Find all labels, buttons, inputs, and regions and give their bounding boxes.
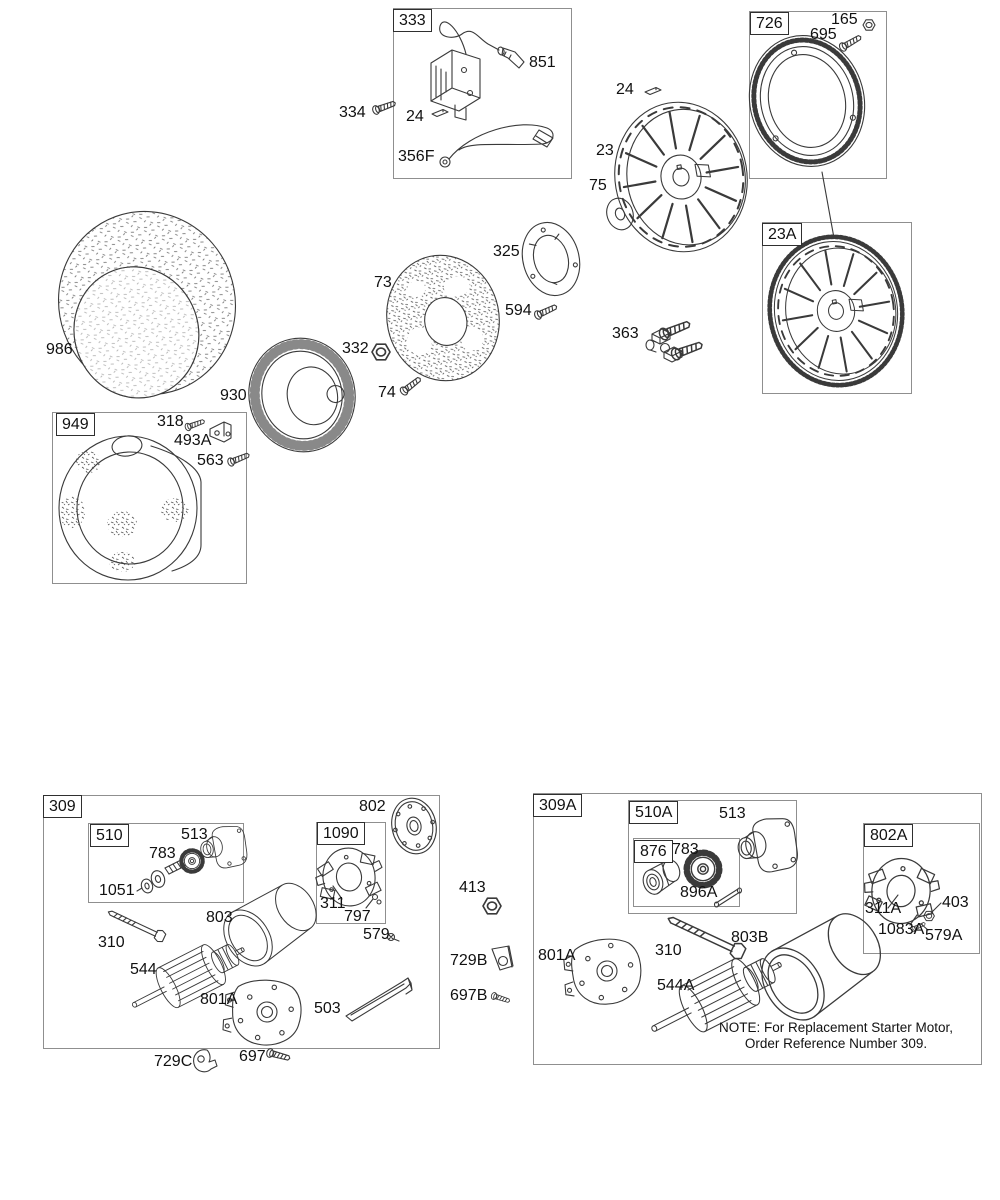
- part-label-1083A: 1083A: [878, 921, 925, 938]
- clip-729C-drawing: [194, 1050, 217, 1072]
- screw-697B-drawing: [490, 992, 510, 1005]
- part-label-697: 697: [239, 1048, 266, 1065]
- part-label-803: 803: [206, 909, 233, 926]
- part-label-493A: 493A: [174, 432, 212, 449]
- part-label-513-right: 513: [719, 805, 746, 822]
- screw-563-drawing: [227, 451, 251, 467]
- nut-413-drawing: [483, 898, 501, 914]
- part-label-356F: 356F: [398, 148, 435, 165]
- part-label-311: 311: [320, 895, 346, 912]
- ignition-coil-drawing: [431, 22, 499, 120]
- replacement-note-line1: NOTE: For Replacement Starter Motor,: [718, 1020, 954, 1035]
- part-label-851: 851: [529, 54, 556, 71]
- screw-318-drawing: [184, 418, 205, 432]
- part-label-363: 363: [612, 325, 639, 342]
- part-label-318: 318: [157, 413, 184, 430]
- part-label-413: 413: [459, 879, 486, 896]
- end-plate-802-drawing: [387, 794, 442, 858]
- part-label-1051: 1051: [99, 882, 135, 899]
- part-label-311A: 311A: [865, 900, 902, 917]
- screw-695-drawing: [838, 33, 863, 52]
- part-label-563: 563: [197, 452, 224, 469]
- group-label-510: 510: [90, 824, 129, 847]
- part-label-803B: 803B: [731, 929, 769, 946]
- group-label-510A: 510A: [629, 801, 678, 824]
- key-24-coil-drawing: [432, 110, 448, 117]
- part-label-594: 594: [505, 302, 532, 319]
- part-label-896A: 896A: [680, 884, 718, 901]
- part-label-74: 74: [378, 384, 396, 401]
- screen-disc-73-drawing: [375, 245, 511, 392]
- group-label-1090: 1090: [317, 822, 365, 845]
- hardware-363-drawing: [646, 318, 704, 362]
- screw-334-drawing: [371, 99, 396, 115]
- blower-housing-949-drawing: [59, 434, 201, 580]
- screw-74-drawing: [399, 375, 423, 397]
- clutch-876-drawing: [639, 858, 684, 897]
- terminal-851-drawing: [497, 46, 524, 68]
- part-label-986: 986: [46, 341, 73, 358]
- part-label-325: 325: [493, 243, 520, 260]
- group-label-949: 949: [56, 413, 95, 436]
- group-label-802A: 802A: [864, 824, 913, 847]
- part-label-73: 73: [374, 274, 392, 291]
- part-label-503: 503: [314, 1000, 341, 1017]
- part-label-544: 544: [130, 961, 157, 978]
- nut-165-drawing: [863, 20, 875, 30]
- flywheel-23A-drawing: [758, 226, 914, 395]
- bracket-503-drawing: [346, 978, 412, 1021]
- washer-75-drawing: [603, 195, 638, 233]
- part-label-783-right: 783: [672, 841, 699, 858]
- end-cap-801A-left-drawing: [222, 978, 302, 1047]
- part-label-695: 695: [810, 26, 837, 43]
- key-24-flywheel-drawing: [645, 88, 661, 95]
- screw-697-drawing: [266, 1048, 291, 1063]
- part-label-23: 23: [596, 142, 614, 159]
- bracket-493A-drawing: [210, 422, 231, 442]
- part-label-403: 403: [942, 894, 969, 911]
- part-label-801A-right: 801A: [538, 947, 576, 964]
- part-label-930: 930: [220, 387, 247, 404]
- part-label-783-left: 783: [149, 845, 176, 862]
- part-label-24-flywheel: 24: [616, 81, 634, 98]
- clip-729B-drawing: [492, 946, 513, 970]
- pinion-housing-513-right-drawing: [735, 815, 800, 876]
- group-label-876: 876: [634, 840, 673, 863]
- group-label-309: 309: [43, 795, 82, 818]
- part-label-801A-left: 801A: [200, 991, 238, 1008]
- part-label-802: 802: [359, 798, 386, 815]
- part-label-729B: 729B: [450, 952, 488, 969]
- part-label-513-left: 513: [181, 826, 208, 843]
- part-label-165: 165: [831, 11, 858, 28]
- group-label-23A: 23A: [762, 223, 802, 246]
- part-label-579: 579: [363, 926, 390, 943]
- part-label-334: 334: [339, 104, 366, 121]
- replacement-note-line2: Order Reference Number 309.: [744, 1035, 928, 1051]
- nut-403-drawing: [924, 911, 935, 920]
- leader-726-to-23A: [822, 172, 834, 238]
- part-label-579A: 579A: [925, 927, 963, 944]
- flywheel-23-drawing: [603, 92, 759, 263]
- nut-332-drawing: [372, 344, 390, 360]
- gear-783-left-drawing: [181, 850, 202, 871]
- retainer-325-drawing: [514, 216, 587, 302]
- part-label-697B: 697B: [450, 987, 488, 1004]
- part-label-544A: 544A: [657, 977, 695, 994]
- group-label-309A: 309A: [533, 794, 582, 817]
- screw-594-drawing: [533, 302, 558, 320]
- group-label-726: 726: [750, 12, 789, 35]
- part-label-332: 332: [342, 340, 369, 357]
- rotating-screen-986-drawing: [33, 186, 261, 419]
- part-label-24-coil: 24: [406, 108, 424, 125]
- part-label-797: 797: [344, 908, 371, 925]
- part-label-729C: 729C: [154, 1053, 193, 1070]
- motor-housing-803B-drawing: [749, 899, 894, 1031]
- group-label-333: 333: [393, 9, 432, 32]
- washers-1051-drawing: [137, 869, 167, 894]
- part-label-310-right: 310: [655, 942, 682, 959]
- part-label-75: 75: [589, 177, 607, 194]
- pin-896A-drawing: [715, 888, 742, 907]
- replacement-note: [701, 1020, 971, 1052]
- part-label-310-left: 310: [98, 934, 125, 951]
- ring-gear-726-drawing: [735, 22, 879, 179]
- stop-switch-wire-356F-drawing: [440, 125, 553, 167]
